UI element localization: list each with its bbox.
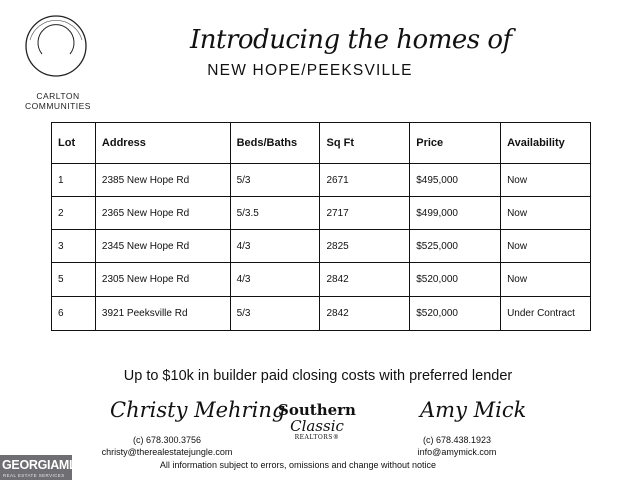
logo-line-1: CARLTON bbox=[36, 91, 80, 101]
cell-price: $495,000 bbox=[410, 164, 501, 197]
mls-brand: GEORGIAMLS bbox=[2, 458, 85, 472]
cell-lot: 3 bbox=[52, 230, 96, 263]
cell-sq-ft: 2671 bbox=[320, 164, 410, 197]
agent-contact-right bbox=[392, 434, 522, 458]
cell-beds-baths: 5/3 bbox=[230, 297, 320, 331]
cell-lot: 5 bbox=[52, 263, 96, 297]
cell-availability: Now bbox=[501, 164, 591, 197]
header-address: Address bbox=[95, 123, 230, 164]
cell-address: 2345 New Hope Rd bbox=[95, 230, 230, 263]
header-availability: Availability bbox=[501, 123, 591, 164]
cell-sq-ft: 2717 bbox=[320, 197, 410, 230]
cell-availability: Now bbox=[501, 263, 591, 297]
agent-phone-left: (c) 678.300.3756 bbox=[132, 435, 202, 445]
table-row bbox=[52, 197, 591, 230]
cell-address: 3921 Peeksville Rd bbox=[95, 297, 230, 331]
brokerage-line-1: Southern bbox=[278, 401, 356, 419]
agent-signature-right: Amy Mick bbox=[420, 398, 527, 422]
cell-price: $499,000 bbox=[410, 197, 501, 230]
carlton-logo-mark bbox=[22, 10, 90, 86]
cell-sq-ft: 2842 bbox=[320, 263, 410, 297]
table-row bbox=[52, 263, 591, 297]
brokerage-line-3: REALTORS® bbox=[294, 434, 340, 441]
carlton-logo-text bbox=[14, 91, 102, 111]
header-price: Price bbox=[410, 123, 501, 164]
southern-classic-logo bbox=[272, 402, 362, 442]
brokerage-line-2: Classic bbox=[290, 417, 344, 435]
cell-beds-baths: 4/3 bbox=[230, 230, 320, 263]
table-header-row bbox=[52, 123, 591, 164]
homes-table bbox=[51, 122, 591, 331]
table-row bbox=[52, 297, 591, 331]
cell-lot: 6 bbox=[52, 297, 96, 331]
community-name: NEW HOPE/PEEKSVILLE bbox=[207, 62, 413, 79]
cell-beds-baths: 4/3 bbox=[230, 263, 320, 297]
table-row bbox=[52, 230, 591, 263]
cell-lot: 1 bbox=[52, 164, 96, 197]
cell-address: 2365 New Hope Rd bbox=[95, 197, 230, 230]
cell-beds-baths: 5/3.5 bbox=[230, 197, 320, 230]
disclaimer: All information subject to errors, omissions and change without notice bbox=[159, 460, 437, 470]
cell-price: $520,000 bbox=[410, 263, 501, 297]
cell-lot: 2 bbox=[52, 197, 96, 230]
agent-email-left: christy@therealestatejungle.com bbox=[101, 447, 233, 457]
closing-cost-promo: Up to $10k in builder paid closing costs with preferred lender bbox=[123, 368, 513, 384]
cell-price: $520,000 bbox=[410, 297, 501, 331]
cell-address: 2305 New Hope Rd bbox=[95, 263, 230, 297]
table-row bbox=[52, 164, 591, 197]
mls-subtext: REAL ESTATE SERVICES bbox=[3, 473, 65, 478]
intro-script-heading: Introducing the homes of bbox=[190, 25, 512, 55]
cell-price: $525,000 bbox=[410, 230, 501, 263]
cell-address: 2385 New Hope Rd bbox=[95, 164, 230, 197]
cell-beds-baths: 5/3 bbox=[230, 164, 320, 197]
cell-sq-ft: 2825 bbox=[320, 230, 410, 263]
agent-email-right: info@amymick.com bbox=[417, 447, 497, 457]
agent-contact-left bbox=[92, 434, 242, 458]
cell-availability: Under Contract bbox=[501, 297, 591, 331]
cell-availability: Now bbox=[501, 230, 591, 263]
header-beds-baths: Beds/Baths bbox=[230, 123, 320, 164]
header-lot: Lot bbox=[52, 123, 96, 164]
header-sq-ft: Sq Ft bbox=[320, 123, 410, 164]
agent-signature-left: Christy Mehring bbox=[110, 398, 286, 422]
logo-line-2: COMMUNITIES bbox=[25, 101, 91, 111]
georgia-mls-badge bbox=[0, 455, 85, 480]
cell-availability: Now bbox=[501, 197, 591, 230]
cell-sq-ft: 2842 bbox=[320, 297, 410, 331]
agent-phone-right: (c) 678.438.1923 bbox=[422, 435, 492, 445]
